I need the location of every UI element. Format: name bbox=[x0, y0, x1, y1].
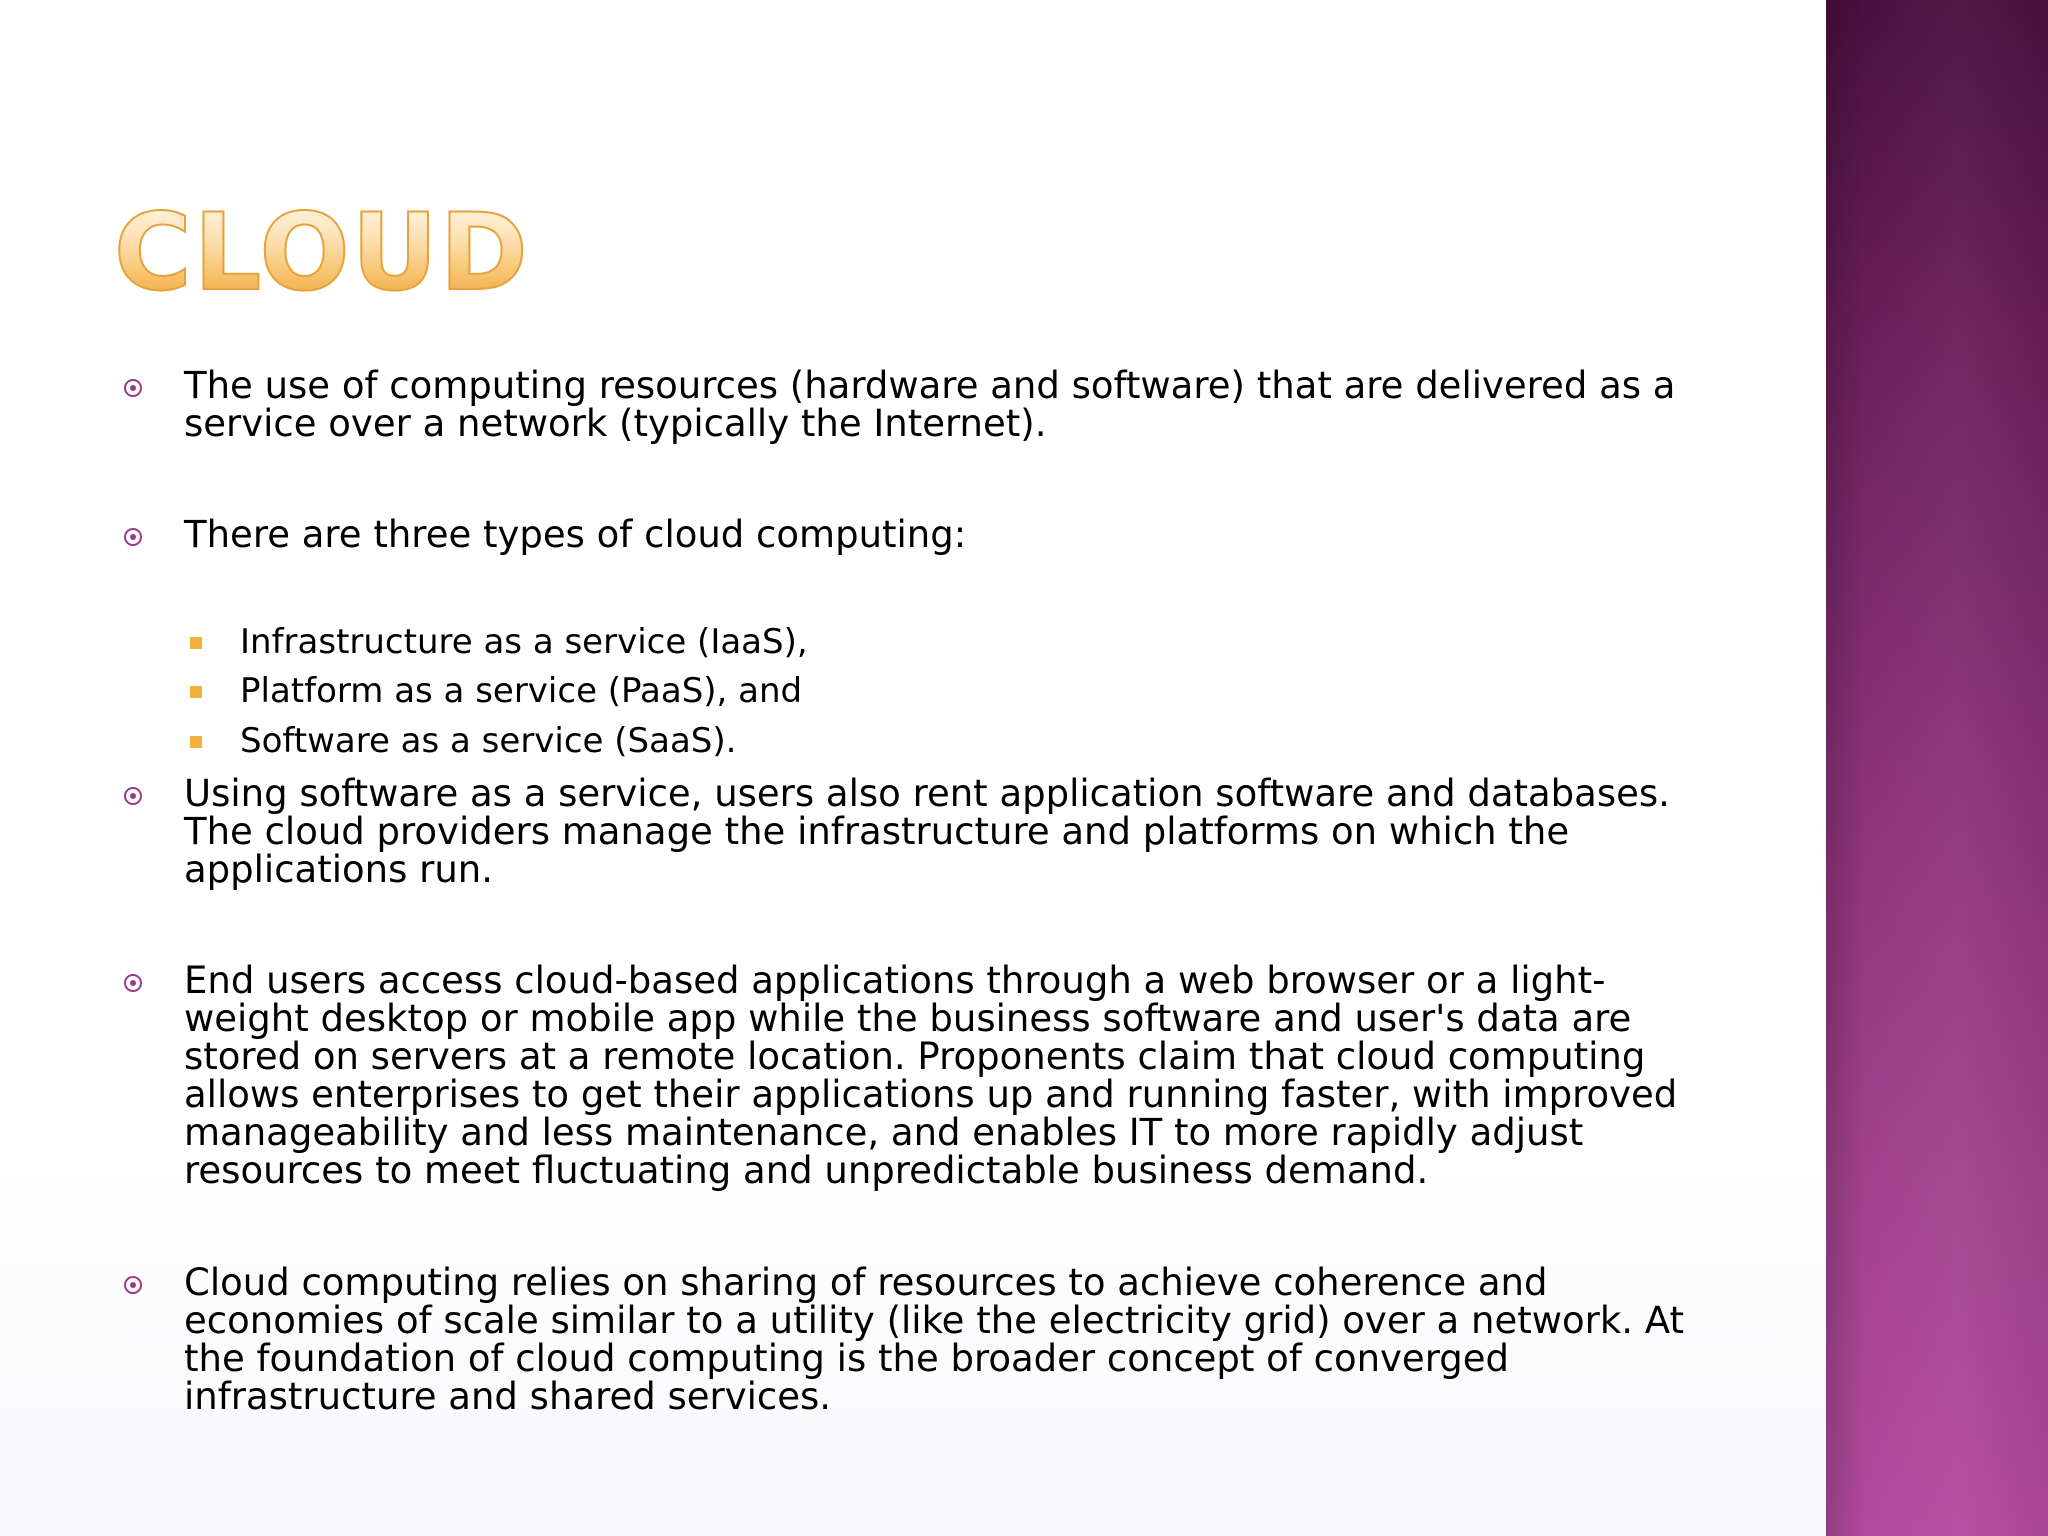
sub-bullet-item bbox=[240, 622, 808, 662]
square-bullet-icon bbox=[190, 637, 202, 649]
bullet-text: End users access cloud-based applications through a web browser or a light-weight desktop or mobile app while the business software and user's data are stored on servers at a remote location. Proponents claim that cloud computing allows enterprises to get their applications up and running faster, with improved manageability and less maintenance, and enables IT to more rapidly adjust resources to meet fluctuating and unpredictable business demand. bbox=[184, 959, 1678, 1192]
circled-dot-bullet-icon bbox=[124, 379, 142, 397]
sub-bullet-item bbox=[240, 721, 736, 761]
bullet-item bbox=[184, 772, 1724, 891]
circled-dot-bullet-icon bbox=[124, 974, 142, 992]
bullet-item bbox=[184, 959, 1724, 1192]
circled-dot-bullet-icon bbox=[124, 1276, 142, 1294]
bullet-item bbox=[184, 513, 1724, 556]
square-bullet-icon bbox=[190, 686, 202, 698]
slide-title: CLOUD bbox=[114, 191, 530, 314]
sub-bullet-item bbox=[240, 671, 802, 711]
decorative-side-band bbox=[1826, 0, 2048, 1536]
sub-bullet-text: Platform as a service (PaaS), and bbox=[240, 671, 803, 711]
bullet-text: There are three types of cloud computing: bbox=[184, 513, 967, 556]
bullet-item bbox=[184, 1261, 1724, 1418]
bullet-text: The use of computing resources (hardware and software) that are delivered as a service over a network (typically the Internet). bbox=[184, 364, 1676, 445]
circled-dot-bullet-icon bbox=[124, 528, 142, 546]
bullet-text: Cloud computing relies on sharing of resources to achieve coherence and economies of scale similar to a utility (like the electricity grid) over a network. At the foundation of cloud computing is the broader concept of converged infrastructure and shared services. bbox=[184, 1261, 1684, 1418]
circled-dot-bullet-icon bbox=[124, 787, 142, 805]
sub-bullet-text: Infrastructure as a service (IaaS), bbox=[240, 622, 808, 662]
bullet-item bbox=[184, 364, 1724, 445]
bullet-text: Using software as a service, users also rent application software and databases. The cloud providers manage the infrastructure and platforms on which the applications run. bbox=[184, 772, 1670, 891]
sub-bullet-text: Software as a service (SaaS). bbox=[240, 721, 737, 761]
square-bullet-icon bbox=[190, 736, 202, 748]
